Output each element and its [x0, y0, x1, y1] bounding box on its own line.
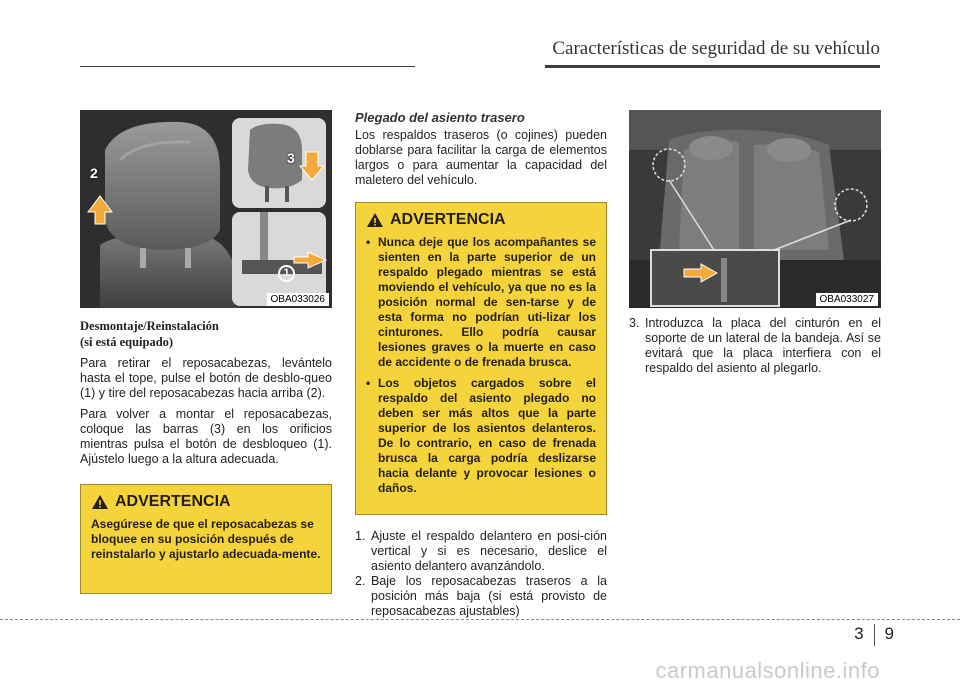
- column-right: [629, 110, 881, 376]
- section-subheading: (si está equipado): [80, 335, 174, 349]
- rear-seat-figure: [629, 110, 881, 308]
- warning-text: Asegúrese de que el reposacabezas se bloquee en su posición después de reinstalarlo y ajustarlo adecuada-mente.: [91, 517, 321, 561]
- paragraph-remove: Para retirar el reposacabezas, levántelo hasta el tope, pulse el botón de desblo-queo (1) y tire del reposacabezas hacia arriba (2).: [80, 356, 332, 400]
- callout-3: 3: [287, 150, 295, 166]
- warning-title-text: ADVERTENCIA: [115, 493, 231, 510]
- page-header-title: Características de seguridad de su vehículo: [552, 38, 880, 59]
- step-item: [629, 316, 881, 376]
- rear-seat-illustration: [629, 110, 881, 308]
- warning-title: [91, 493, 321, 511]
- steps-list: [355, 529, 607, 619]
- warning-box-headrest: [80, 484, 332, 594]
- column-left: [80, 110, 332, 594]
- headrest-figure: [80, 110, 332, 308]
- step-text: Introduzca la placa del cinturón en el soporte de un lateral de la bandeja. Así se evitará que la placa interfiera con el respaldo del asiento al plegarlo.: [645, 316, 881, 375]
- watermark: carmanualsonline.info: [655, 658, 880, 683]
- warning-triangle-icon: [91, 494, 109, 510]
- steps-list: [629, 316, 881, 376]
- figure-code: OBA033026: [267, 293, 330, 306]
- chapter-number: 3: [854, 624, 864, 643]
- headrest-illustration: [80, 110, 332, 308]
- section-heading-fold: Plegado del asiento trasero: [355, 110, 525, 125]
- step-item: [355, 529, 607, 574]
- warning-item: • Los objetos cargados sobre el respaldo del asiento plegado no deben ser más altos que la parte superior de los asientos delanteros. De lo contrario, en caso de frenada brusca la carga podría deslizarse hacia delante y provocar lesiones o daños.: [366, 376, 596, 496]
- figure-code: OBA033027: [816, 293, 879, 306]
- warning-list: [366, 235, 596, 496]
- step-number: 2.: [355, 574, 366, 588]
- page-number-value: 9: [884, 624, 894, 643]
- page-number: [854, 624, 894, 646]
- warning-box-folding: [355, 202, 607, 515]
- step-text: Ajuste el respaldo delantero en posi-ción vertical y si es necesario, deslice el asiento delantero avanzándolo.: [371, 529, 607, 573]
- paragraph-reinstall: Para volver a montar el reposacabezas, coloque las barras (3) en los orificios mientras pulsa el botón de desbloqueo (1). Ajústelo luego a la altura adecuada.: [80, 407, 332, 466]
- warning-title: [366, 211, 596, 229]
- warning-item: • Nunca deje que los acompañantes se sienten en la parte superior de un respaldo plegado mientras se está moviendo el vehículo, ya que no es la posición normal de sen-tarse y de esta forma no podrían uti-lizar los cinturones. Ello podría causar lesiones graves o la muerte en caso de accidente o de frenada brusca.: [366, 235, 596, 370]
- callout-2: 2: [90, 165, 98, 181]
- paragraph-intro: Los respaldos traseros (o cojines) pueden doblarse para facilitar la carga de elementos largos o para aumentar la capacidad del maletero del vehículo.: [355, 128, 607, 187]
- step-item: [355, 574, 607, 619]
- section-heading: Desmontaje/Reinstalación: [80, 319, 219, 333]
- footer-rule: [0, 619, 960, 620]
- column-middle: [355, 110, 607, 619]
- step-number: 3.: [629, 316, 640, 330]
- step-number: 1.: [355, 529, 366, 543]
- callout-1: 1: [278, 265, 295, 282]
- header-rule: [545, 65, 880, 68]
- header-rule-thin: [80, 66, 415, 67]
- step-text: Baje los reposacabezas traseros a la posición más baja (si está provisto de reposacabezas ajustables): [371, 574, 607, 618]
- page-number-separator: [874, 624, 875, 646]
- warning-title-text: ADVERTENCIA: [390, 211, 506, 228]
- warning-triangle-icon: [366, 212, 384, 228]
